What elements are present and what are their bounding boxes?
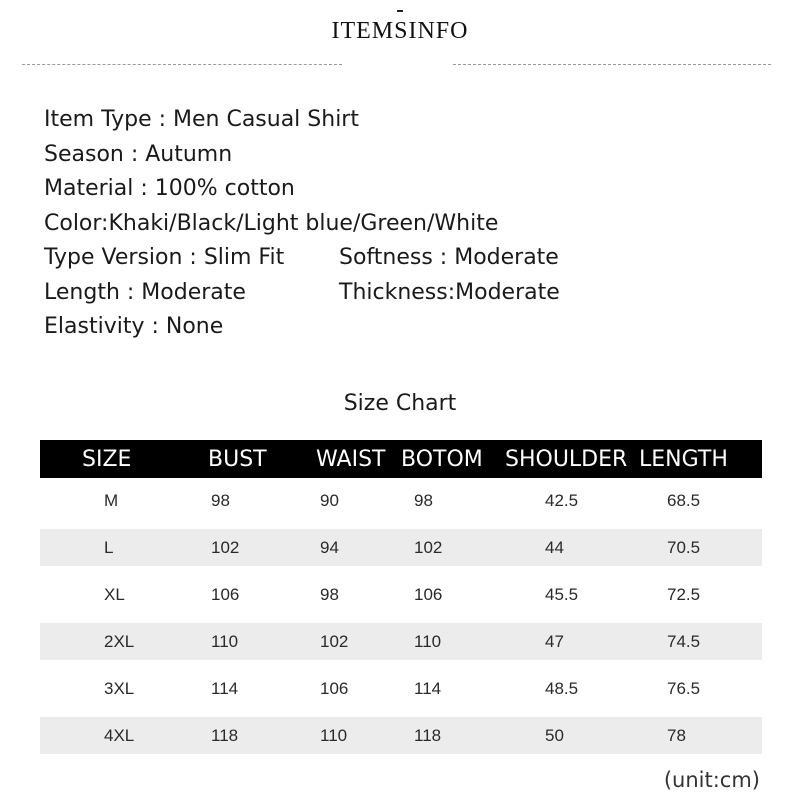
table-row bbox=[40, 529, 762, 566]
cell-shoulder: 45.5 bbox=[545, 584, 579, 604]
cell-botom: 98 bbox=[414, 490, 433, 510]
table-row bbox=[40, 670, 762, 707]
length-text: Length : Moderate bbox=[44, 279, 246, 305]
cell-botom: 110 bbox=[414, 631, 442, 651]
cell-length: 76.5 bbox=[667, 678, 701, 698]
cell-botom: 102 bbox=[414, 537, 443, 557]
cell-size: 4XL bbox=[104, 725, 135, 745]
cell-size: M bbox=[104, 490, 119, 510]
divider-right bbox=[453, 64, 771, 65]
info-row-length-thickness bbox=[44, 276, 764, 311]
info-row-material bbox=[44, 172, 764, 207]
brand-tick bbox=[397, 10, 403, 12]
cell-size: L bbox=[104, 537, 114, 557]
item-type-text: Item Type : Men Casual Shirt bbox=[44, 107, 359, 132]
cell-size: 3XL bbox=[104, 678, 135, 698]
cell-shoulder: 47 bbox=[545, 631, 564, 651]
type-version-text: Type Version : Slim Fit bbox=[44, 245, 285, 270]
cell-size: XL bbox=[104, 584, 125, 604]
cell-waist: 110 bbox=[320, 725, 348, 745]
cell-shoulder: 44 bbox=[545, 537, 564, 557]
unit-note: (unit:cm) bbox=[663, 768, 760, 792]
table-row bbox=[40, 482, 762, 519]
size-chart-title: Size Chart bbox=[343, 391, 457, 416]
elastivity-text: Elastivity : None bbox=[44, 314, 224, 339]
table-row bbox=[40, 717, 762, 754]
cell-length: 68.5 bbox=[667, 490, 701, 510]
color-text: Color:Khaki/Black/Light blue/Green/White bbox=[44, 210, 499, 236]
header-size: SIZE bbox=[82, 446, 132, 472]
info-row-season bbox=[44, 138, 764, 173]
table-header-row bbox=[40, 440, 762, 478]
table-row bbox=[40, 576, 762, 613]
season-text: Season : Autumn bbox=[44, 141, 233, 167]
cell-bust: 118 bbox=[211, 725, 239, 745]
item-info bbox=[44, 103, 764, 345]
material-text: Material : 100% cotton bbox=[44, 176, 295, 201]
header-botom: BOTOM bbox=[401, 446, 483, 472]
cell-length: 74.5 bbox=[667, 631, 701, 651]
cell-shoulder: 48.5 bbox=[545, 678, 579, 698]
cell-waist: 90 bbox=[320, 490, 339, 510]
cell-shoulder: 42.5 bbox=[545, 490, 579, 510]
header-length: LENGTH bbox=[639, 446, 728, 472]
cell-waist: 98 bbox=[320, 584, 339, 604]
header-waist: WAIST bbox=[316, 446, 386, 472]
cell-botom: 118 bbox=[414, 725, 442, 745]
cell-length: 72.5 bbox=[667, 584, 701, 604]
softness-text: Softness : Moderate bbox=[339, 245, 559, 270]
table-row bbox=[40, 623, 762, 660]
cell-waist: 94 bbox=[320, 537, 339, 557]
cell-size: 2XL bbox=[104, 631, 135, 651]
cell-bust: 102 bbox=[211, 537, 240, 557]
cell-waist: 102 bbox=[320, 631, 349, 651]
cell-bust: 98 bbox=[211, 490, 230, 510]
cell-bust: 110 bbox=[211, 631, 239, 651]
header-shoulder: SHOULDER bbox=[505, 446, 628, 472]
cell-shoulder: 50 bbox=[545, 725, 564, 745]
cell-bust: 114 bbox=[211, 678, 239, 698]
info-row-item-type bbox=[44, 103, 764, 138]
header-bust: BUST bbox=[208, 446, 267, 472]
divider-left bbox=[22, 64, 342, 65]
cell-botom: 106 bbox=[414, 584, 443, 604]
cell-waist: 106 bbox=[320, 678, 349, 698]
size-table bbox=[40, 440, 762, 754]
cell-bust: 106 bbox=[211, 584, 240, 604]
brand-title: ITEMSINFO bbox=[331, 18, 469, 44]
cell-length: 70.5 bbox=[667, 537, 701, 557]
info-row-color bbox=[44, 207, 764, 242]
thickness-text: Thickness:Moderate bbox=[339, 279, 560, 305]
cell-botom: 114 bbox=[414, 678, 442, 698]
info-row-elastivity bbox=[44, 310, 764, 345]
info-row-type-softness bbox=[44, 241, 764, 276]
cell-length: 78 bbox=[667, 725, 686, 745]
